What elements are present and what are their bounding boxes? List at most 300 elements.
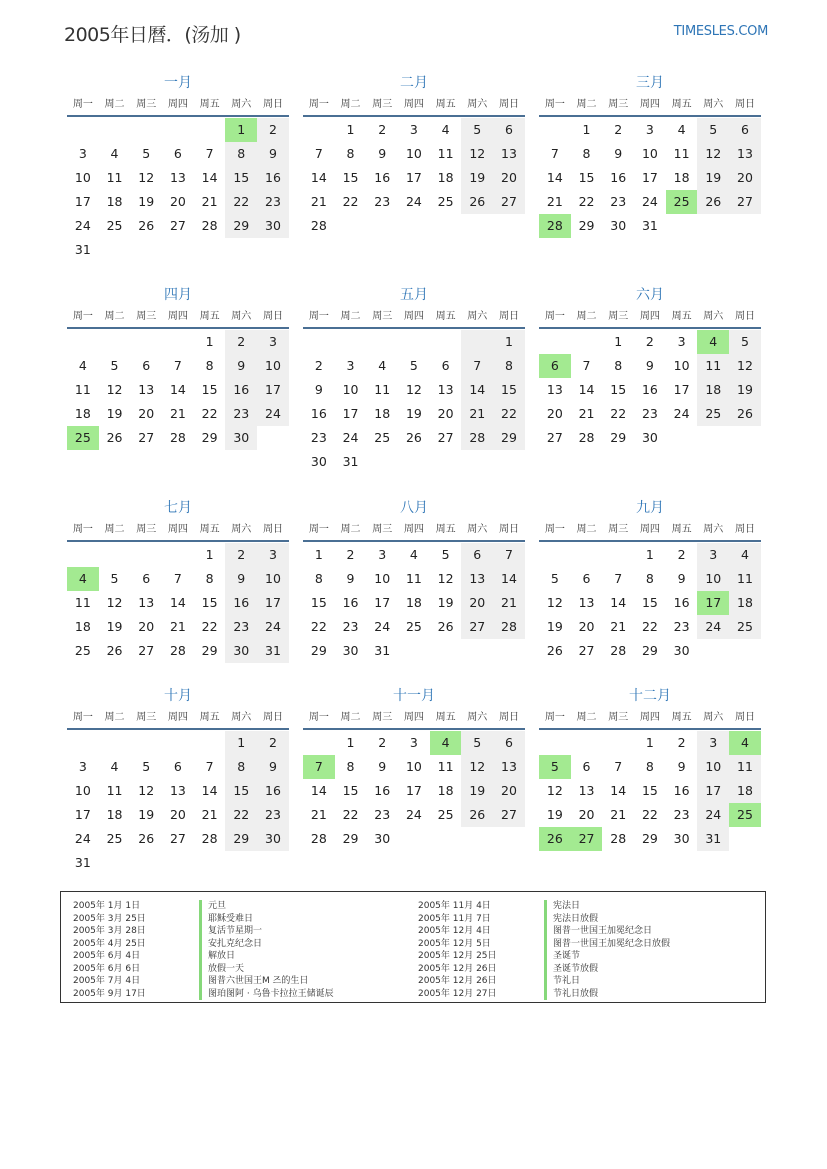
day-cell[interactable]: 2 xyxy=(378,735,387,750)
day-cell[interactable]: 1 xyxy=(346,122,355,137)
day-cell[interactable]: 23 xyxy=(342,619,359,634)
day-cell[interactable]: 17 xyxy=(641,170,658,185)
day-cell[interactable]: 20 xyxy=(546,406,563,421)
day-cell[interactable]: 3 xyxy=(346,358,355,373)
day-cell[interactable]: 9 xyxy=(225,567,257,591)
day-cell[interactable]: 30 xyxy=(257,827,289,851)
day-cell[interactable]: 21 xyxy=(493,591,525,615)
day-cell[interactable]: 29 xyxy=(201,430,218,445)
day-cell[interactable]: 30 xyxy=(342,643,359,658)
day-cell[interactable]: 31 xyxy=(257,639,289,663)
day-cell[interactable]: 23 xyxy=(673,619,690,634)
day-cell[interactable]: 27 xyxy=(578,643,595,658)
day-cell[interactable]: 26 xyxy=(461,190,493,214)
day-cell[interactable]: 10 xyxy=(374,571,391,586)
day-cell[interactable]: 10 xyxy=(342,382,359,397)
day-cell[interactable]: 4 xyxy=(110,146,119,161)
day-cell[interactable]: 16 xyxy=(225,378,257,402)
day-cell[interactable]: 12 xyxy=(106,382,123,397)
day-cell[interactable]: 13 xyxy=(729,142,761,166)
day-cell[interactable]: 13 xyxy=(578,783,595,798)
day-cell[interactable]: 14 xyxy=(310,783,327,798)
day-cell[interactable]: 30 xyxy=(673,643,690,658)
day-cell[interactable]: 12 xyxy=(546,783,563,798)
day-cell[interactable]: 1 xyxy=(493,330,525,354)
day-cell[interactable]: 26 xyxy=(138,218,155,233)
day-cell[interactable]: 20 xyxy=(169,807,186,822)
day-cell[interactable]: 27 xyxy=(461,615,493,639)
day-cell[interactable]: 15 xyxy=(641,595,658,610)
day-cell[interactable]: 4 xyxy=(110,759,119,774)
day-cell[interactable]: 21 xyxy=(610,619,627,634)
day-cell[interactable]: 26 xyxy=(539,827,571,851)
day-cell[interactable]: 29 xyxy=(578,218,595,233)
day-cell[interactable]: 13 xyxy=(169,170,186,185)
day-cell[interactable]: 13 xyxy=(461,567,493,591)
day-cell[interactable]: 18 xyxy=(106,807,123,822)
day-cell[interactable]: 12 xyxy=(729,354,761,378)
day-cell[interactable]: 21 xyxy=(310,194,327,209)
day-cell[interactable]: 21 xyxy=(201,194,218,209)
day-cell[interactable]: 12 xyxy=(437,571,454,586)
day-cell[interactable]: 14 xyxy=(546,170,563,185)
day-cell[interactable]: 10 xyxy=(641,146,658,161)
day-cell[interactable]: 4 xyxy=(430,731,462,755)
day-cell[interactable]: 8 xyxy=(614,358,623,373)
day-cell[interactable]: 9 xyxy=(677,759,686,774)
day-cell[interactable]: 18 xyxy=(106,194,123,209)
day-cell[interactable]: 2 xyxy=(677,547,686,562)
day-cell[interactable]: 9 xyxy=(225,354,257,378)
day-cell[interactable]: 8 xyxy=(645,759,654,774)
day-cell[interactable]: 2 xyxy=(346,547,355,562)
day-cell[interactable]: 23 xyxy=(257,803,289,827)
day-cell[interactable]: 17 xyxy=(74,807,91,822)
day-cell[interactable]: 5 xyxy=(441,547,450,562)
day-cell[interactable]: 8 xyxy=(225,755,257,779)
day-cell[interactable]: 10 xyxy=(74,783,91,798)
day-cell[interactable]: 17 xyxy=(405,783,422,798)
day-cell[interactable]: 23 xyxy=(641,406,658,421)
day-cell[interactable]: 18 xyxy=(729,779,761,803)
day-cell[interactable]: 26 xyxy=(106,643,123,658)
day-cell[interactable]: 21 xyxy=(169,619,186,634)
day-cell[interactable]: 28 xyxy=(578,430,595,445)
day-cell[interactable]: 4 xyxy=(378,358,387,373)
day-cell[interactable]: 18 xyxy=(437,170,454,185)
day-cell[interactable]: 30 xyxy=(641,430,658,445)
day-cell[interactable]: 13 xyxy=(546,382,563,397)
day-cell[interactable]: 15 xyxy=(201,382,218,397)
day-cell[interactable]: 8 xyxy=(582,146,591,161)
day-cell[interactable]: 7 xyxy=(303,755,335,779)
day-cell[interactable]: 30 xyxy=(310,454,327,469)
day-cell[interactable]: 31 xyxy=(342,454,359,469)
day-cell[interactable]: 22 xyxy=(225,803,257,827)
day-cell[interactable]: 12 xyxy=(138,783,155,798)
day-cell[interactable]: 14 xyxy=(461,378,493,402)
day-cell[interactable]: 14 xyxy=(201,170,218,185)
day-cell[interactable]: 22 xyxy=(342,194,359,209)
day-cell[interactable]: 4 xyxy=(409,547,418,562)
day-cell[interactable]: 11 xyxy=(437,146,454,161)
day-cell[interactable]: 7 xyxy=(173,358,182,373)
day-cell[interactable]: 22 xyxy=(641,619,658,634)
day-cell[interactable]: 19 xyxy=(729,378,761,402)
day-cell[interactable]: 11 xyxy=(74,595,91,610)
day-cell[interactable]: 16 xyxy=(610,170,627,185)
day-cell[interactable]: 5 xyxy=(461,731,493,755)
day-cell[interactable]: 27 xyxy=(729,190,761,214)
day-cell[interactable]: 16 xyxy=(225,591,257,615)
day-cell[interactable]: 24 xyxy=(405,194,422,209)
day-cell[interactable]: 29 xyxy=(201,643,218,658)
day-cell[interactable]: 11 xyxy=(673,146,690,161)
day-cell[interactable]: 22 xyxy=(201,619,218,634)
day-cell[interactable]: 27 xyxy=(493,803,525,827)
day-cell[interactable]: 12 xyxy=(697,142,729,166)
day-cell[interactable]: 5 xyxy=(110,358,119,373)
day-cell[interactable]: 14 xyxy=(578,382,595,397)
day-cell[interactable]: 1 xyxy=(645,735,654,750)
day-cell[interactable]: 16 xyxy=(257,166,289,190)
day-cell[interactable]: 7 xyxy=(314,146,323,161)
day-cell[interactable]: 10 xyxy=(257,567,289,591)
day-cell[interactable]: 5 xyxy=(461,118,493,142)
day-cell[interactable]: 25 xyxy=(729,615,761,639)
day-cell[interactable]: 14 xyxy=(610,595,627,610)
day-cell[interactable]: 21 xyxy=(546,194,563,209)
day-cell[interactable]: 9 xyxy=(677,571,686,586)
day-cell[interactable]: 3 xyxy=(257,330,289,354)
day-cell[interactable]: 19 xyxy=(437,595,454,610)
day-cell[interactable]: 10 xyxy=(74,170,91,185)
day-cell[interactable]: 28 xyxy=(310,218,327,233)
day-cell[interactable]: 3 xyxy=(409,735,418,750)
day-cell[interactable]: 3 xyxy=(409,122,418,137)
day-cell[interactable]: 27 xyxy=(546,430,563,445)
day-cell[interactable]: 2 xyxy=(257,118,289,142)
day-cell[interactable]: 24 xyxy=(74,218,91,233)
day-cell[interactable]: 30 xyxy=(257,214,289,238)
day-cell[interactable]: 12 xyxy=(546,595,563,610)
day-cell[interactable]: 3 xyxy=(645,122,654,137)
day-cell[interactable]: 24 xyxy=(374,619,391,634)
day-cell[interactable]: 7 xyxy=(582,358,591,373)
day-cell[interactable]: 8 xyxy=(314,571,323,586)
day-cell[interactable]: 1 xyxy=(346,735,355,750)
day-cell[interactable]: 19 xyxy=(461,166,493,190)
day-cell[interactable]: 28 xyxy=(310,831,327,846)
day-cell[interactable]: 24 xyxy=(342,430,359,445)
day-cell[interactable]: 18 xyxy=(697,378,729,402)
day-cell[interactable]: 28 xyxy=(461,426,493,450)
day-cell[interactable]: 26 xyxy=(405,430,422,445)
day-cell[interactable]: 25 xyxy=(405,619,422,634)
day-cell[interactable]: 21 xyxy=(201,807,218,822)
day-cell[interactable]: 16 xyxy=(641,382,658,397)
day-cell[interactable]: 26 xyxy=(546,643,563,658)
day-cell[interactable]: 12 xyxy=(461,755,493,779)
day-cell[interactable]: 26 xyxy=(461,803,493,827)
day-cell[interactable]: 28 xyxy=(539,214,571,238)
day-cell[interactable]: 15 xyxy=(578,170,595,185)
day-cell[interactable]: 21 xyxy=(169,406,186,421)
day-cell[interactable]: 30 xyxy=(374,831,391,846)
day-cell[interactable]: 25 xyxy=(437,194,454,209)
day-cell[interactable]: 16 xyxy=(257,779,289,803)
day-cell[interactable]: 1 xyxy=(205,547,214,562)
day-cell[interactable]: 21 xyxy=(578,406,595,421)
day-cell[interactable]: 30 xyxy=(610,218,627,233)
day-cell[interactable]: 25 xyxy=(67,426,99,450)
day-cell[interactable]: 6 xyxy=(173,759,182,774)
day-cell[interactable]: 6 xyxy=(582,571,591,586)
day-cell[interactable]: 3 xyxy=(697,543,729,567)
day-cell[interactable]: 14 xyxy=(201,783,218,798)
day-cell[interactable]: 16 xyxy=(374,170,391,185)
day-cell[interactable]: 25 xyxy=(437,807,454,822)
day-cell[interactable]: 4 xyxy=(677,122,686,137)
day-cell[interactable]: 17 xyxy=(405,170,422,185)
day-cell[interactable]: 23 xyxy=(225,402,257,426)
day-cell[interactable]: 6 xyxy=(582,759,591,774)
day-cell[interactable]: 25 xyxy=(697,402,729,426)
day-cell[interactable]: 11 xyxy=(729,755,761,779)
day-cell[interactable]: 5 xyxy=(142,759,151,774)
day-cell[interactable]: 29 xyxy=(225,214,257,238)
day-cell[interactable]: 13 xyxy=(437,382,454,397)
day-cell[interactable]: 21 xyxy=(310,807,327,822)
day-cell[interactable]: 18 xyxy=(437,783,454,798)
day-cell[interactable]: 6 xyxy=(142,358,151,373)
site-link[interactable]: TIMESLES.COM xyxy=(673,24,768,39)
day-cell[interactable]: 2 xyxy=(645,334,654,349)
day-cell[interactable]: 5 xyxy=(697,118,729,142)
day-cell[interactable]: 4 xyxy=(441,122,450,137)
day-cell[interactable]: 1 xyxy=(225,731,257,755)
day-cell[interactable]: 17 xyxy=(697,591,729,615)
day-cell[interactable]: 1 xyxy=(614,334,623,349)
day-cell[interactable]: 22 xyxy=(225,190,257,214)
day-cell[interactable]: 23 xyxy=(225,615,257,639)
day-cell[interactable]: 26 xyxy=(729,402,761,426)
day-cell[interactable]: 31 xyxy=(641,218,658,233)
day-cell[interactable]: 25 xyxy=(729,803,761,827)
day-cell[interactable]: 17 xyxy=(374,595,391,610)
day-cell[interactable]: 6 xyxy=(493,118,525,142)
day-cell[interactable]: 17 xyxy=(74,194,91,209)
day-cell[interactable]: 30 xyxy=(225,426,257,450)
day-cell[interactable]: 21 xyxy=(461,402,493,426)
day-cell[interactable]: 10 xyxy=(405,759,422,774)
day-cell[interactable]: 27 xyxy=(571,827,603,851)
day-cell[interactable]: 9 xyxy=(645,358,654,373)
day-cell[interactable]: 9 xyxy=(257,755,289,779)
day-cell[interactable]: 15 xyxy=(310,595,327,610)
day-cell[interactable]: 4 xyxy=(67,567,99,591)
day-cell[interactable]: 3 xyxy=(378,547,387,562)
day-cell[interactable]: 20 xyxy=(138,619,155,634)
day-cell[interactable]: 6 xyxy=(539,354,571,378)
day-cell[interactable]: 20 xyxy=(437,406,454,421)
day-cell[interactable]: 11 xyxy=(374,382,391,397)
day-cell[interactable]: 7 xyxy=(205,759,214,774)
day-cell[interactable]: 24 xyxy=(74,831,91,846)
day-cell[interactable]: 20 xyxy=(493,166,525,190)
day-cell[interactable]: 20 xyxy=(493,779,525,803)
day-cell[interactable]: 11 xyxy=(437,759,454,774)
day-cell[interactable]: 20 xyxy=(138,406,155,421)
day-cell[interactable]: 23 xyxy=(673,807,690,822)
day-cell[interactable]: 21 xyxy=(610,807,627,822)
day-cell[interactable]: 4 xyxy=(697,330,729,354)
day-cell[interactable]: 2 xyxy=(314,358,323,373)
day-cell[interactable]: 30 xyxy=(673,831,690,846)
day-cell[interactable]: 1 xyxy=(645,547,654,562)
day-cell[interactable]: 1 xyxy=(225,118,257,142)
day-cell[interactable]: 11 xyxy=(729,567,761,591)
day-cell[interactable]: 22 xyxy=(342,807,359,822)
day-cell[interactable]: 9 xyxy=(257,142,289,166)
day-cell[interactable]: 15 xyxy=(641,783,658,798)
day-cell[interactable]: 2 xyxy=(677,735,686,750)
day-cell[interactable]: 10 xyxy=(697,755,729,779)
day-cell[interactable]: 5 xyxy=(110,571,119,586)
day-cell[interactable]: 5 xyxy=(539,755,571,779)
day-cell[interactable]: 20 xyxy=(169,194,186,209)
day-cell[interactable]: 2 xyxy=(225,543,257,567)
day-cell[interactable]: 15 xyxy=(342,170,359,185)
day-cell[interactable]: 29 xyxy=(641,643,658,658)
day-cell[interactable]: 18 xyxy=(74,406,91,421)
day-cell[interactable]: 6 xyxy=(173,146,182,161)
day-cell[interactable]: 15 xyxy=(201,595,218,610)
day-cell[interactable]: 27 xyxy=(437,430,454,445)
day-cell[interactable]: 8 xyxy=(645,571,654,586)
day-cell[interactable]: 24 xyxy=(697,803,729,827)
day-cell[interactable]: 6 xyxy=(461,543,493,567)
day-cell[interactable]: 13 xyxy=(169,783,186,798)
day-cell[interactable]: 22 xyxy=(201,406,218,421)
day-cell[interactable]: 25 xyxy=(106,831,123,846)
day-cell[interactable]: 16 xyxy=(310,406,327,421)
day-cell[interactable]: 9 xyxy=(314,382,323,397)
day-cell[interactable]: 1 xyxy=(205,334,214,349)
day-cell[interactable]: 3 xyxy=(78,759,87,774)
day-cell[interactable]: 28 xyxy=(610,643,627,658)
day-cell[interactable]: 24 xyxy=(257,402,289,426)
day-cell[interactable]: 19 xyxy=(697,166,729,190)
day-cell[interactable]: 22 xyxy=(493,402,525,426)
day-cell[interactable]: 6 xyxy=(729,118,761,142)
day-cell[interactable]: 26 xyxy=(697,190,729,214)
day-cell[interactable]: 11 xyxy=(106,170,123,185)
day-cell[interactable]: 2 xyxy=(257,731,289,755)
day-cell[interactable]: 27 xyxy=(138,430,155,445)
day-cell[interactable]: 14 xyxy=(169,595,186,610)
day-cell[interactable]: 30 xyxy=(225,639,257,663)
day-cell[interactable]: 7 xyxy=(614,571,623,586)
day-cell[interactable]: 7 xyxy=(173,571,182,586)
day-cell[interactable]: 10 xyxy=(673,358,690,373)
day-cell[interactable]: 8 xyxy=(493,354,525,378)
day-cell[interactable]: 20 xyxy=(729,166,761,190)
day-cell[interactable]: 18 xyxy=(729,591,761,615)
day-cell[interactable]: 10 xyxy=(405,146,422,161)
day-cell[interactable]: 25 xyxy=(666,190,698,214)
day-cell[interactable]: 28 xyxy=(610,831,627,846)
day-cell[interactable]: 29 xyxy=(610,430,627,445)
day-cell[interactable]: 24 xyxy=(641,194,658,209)
day-cell[interactable]: 13 xyxy=(138,382,155,397)
day-cell[interactable]: 28 xyxy=(201,831,218,846)
day-cell[interactable]: 16 xyxy=(673,595,690,610)
day-cell[interactable]: 31 xyxy=(74,242,91,257)
day-cell[interactable]: 14 xyxy=(169,382,186,397)
day-cell[interactable]: 8 xyxy=(346,146,355,161)
day-cell[interactable]: 20 xyxy=(461,591,493,615)
day-cell[interactable]: 7 xyxy=(550,146,559,161)
day-cell[interactable]: 24 xyxy=(405,807,422,822)
day-cell[interactable]: 3 xyxy=(78,146,87,161)
day-cell[interactable]: 17 xyxy=(342,406,359,421)
day-cell[interactable]: 23 xyxy=(310,430,327,445)
day-cell[interactable]: 29 xyxy=(225,827,257,851)
day-cell[interactable]: 4 xyxy=(729,543,761,567)
day-cell[interactable]: 31 xyxy=(697,827,729,851)
day-cell[interactable]: 24 xyxy=(697,615,729,639)
day-cell[interactable]: 8 xyxy=(225,142,257,166)
day-cell[interactable]: 17 xyxy=(257,378,289,402)
day-cell[interactable]: 17 xyxy=(257,591,289,615)
day-cell[interactable]: 24 xyxy=(257,615,289,639)
day-cell[interactable]: 5 xyxy=(142,146,151,161)
day-cell[interactable]: 23 xyxy=(610,194,627,209)
day-cell[interactable]: 28 xyxy=(493,615,525,639)
day-cell[interactable]: 22 xyxy=(610,406,627,421)
day-cell[interactable]: 18 xyxy=(673,170,690,185)
day-cell[interactable]: 26 xyxy=(138,831,155,846)
day-cell[interactable]: 7 xyxy=(205,146,214,161)
day-cell[interactable]: 19 xyxy=(138,807,155,822)
day-cell[interactable]: 29 xyxy=(493,426,525,450)
day-cell[interactable]: 9 xyxy=(346,571,355,586)
day-cell[interactable]: 11 xyxy=(74,382,91,397)
day-cell[interactable]: 19 xyxy=(106,406,123,421)
day-cell[interactable]: 26 xyxy=(106,430,123,445)
day-cell[interactable]: 3 xyxy=(677,334,686,349)
day-cell[interactable]: 2 xyxy=(378,122,387,137)
day-cell[interactable]: 18 xyxy=(374,406,391,421)
day-cell[interactable]: 7 xyxy=(461,354,493,378)
day-cell[interactable]: 25 xyxy=(374,430,391,445)
day-cell[interactable]: 1 xyxy=(314,547,323,562)
day-cell[interactable]: 16 xyxy=(342,595,359,610)
day-cell[interactable]: 15 xyxy=(225,166,257,190)
day-cell[interactable]: 19 xyxy=(546,807,563,822)
day-cell[interactable]: 4 xyxy=(729,731,761,755)
day-cell[interactable]: 22 xyxy=(310,619,327,634)
day-cell[interactable]: 17 xyxy=(697,779,729,803)
day-cell[interactable]: 8 xyxy=(205,571,214,586)
day-cell[interactable]: 7 xyxy=(614,759,623,774)
day-cell[interactable]: 3 xyxy=(697,731,729,755)
day-cell[interactable]: 1 xyxy=(582,122,591,137)
day-cell[interactable]: 12 xyxy=(138,170,155,185)
day-cell[interactable]: 14 xyxy=(610,783,627,798)
day-cell[interactable]: 19 xyxy=(546,619,563,634)
